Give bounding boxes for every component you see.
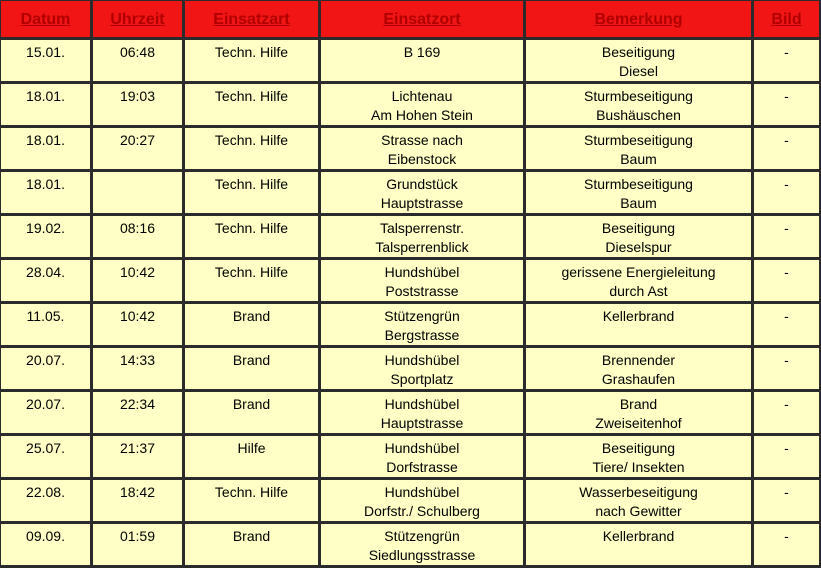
cell-datum: 19.02. [1,216,93,260]
cell-datum: 09.09. [1,524,93,568]
header-bild [754,1,821,40]
cell-bemerkung [526,40,754,84]
ort-line-1: Hundshübel [384,440,460,456]
bemerkung-line-1: Beseitigung [601,440,676,456]
cell-datum: 20.07. [1,348,93,392]
cell-bemerkung [526,260,754,304]
cell-bild: - [754,40,821,84]
bemerkung-line-1: Brand [619,396,658,412]
header-einsatzort [321,1,526,40]
table-row [1,84,821,128]
cell-einsatzart: Brand [185,392,321,436]
cell-datum: 18.01. [1,172,93,216]
cell-einsatzart: Techn. Hilfe [185,40,321,84]
cell-uhrzeit: 08:16 [93,216,185,260]
cell-datum: 22.08. [1,480,93,524]
cell-bemerkung [526,348,754,392]
header-bemerkung [526,1,754,40]
cell-uhrzeit: 06:48 [93,40,185,84]
cell-einsatzort [321,216,526,260]
cell-einsatzort [321,480,526,524]
cell-einsatzart: Techn. Hilfe [185,480,321,524]
ort-line-2: Hauptstrasse [380,195,464,211]
cell-uhrzeit [93,172,185,216]
bemerkung-line-2: Dieselspur [605,239,672,255]
ort-line-2: Hauptstrasse [380,415,464,431]
cell-bild: - [754,436,821,480]
cell-einsatzort [321,524,526,568]
cell-einsatzart: Techn. Hilfe [185,84,321,128]
header-einsatzart [185,1,321,40]
cell-einsatzort [321,40,526,84]
ort-line-1: Hundshübel [384,484,460,500]
sort-link-bemerkung[interactable]: Bemerkung [594,10,683,28]
bemerkung-line-1: Kellerbrand [602,308,675,324]
cell-einsatzort [321,84,526,128]
bemerkung-line-1: Beseitigung [601,44,676,60]
cell-einsatzart: Brand [185,304,321,348]
ort-line-2: Dorfstr./ Schulberg [364,503,480,519]
table-row [1,128,821,172]
table-row [1,524,821,568]
cell-einsatzart: Techn. Hilfe [185,260,321,304]
ort-line-2: Poststrasse [385,283,459,299]
ort-line-2: Sportplatz [390,371,454,387]
table-row [1,172,821,216]
cell-bild: - [754,260,821,304]
cell-bemerkung [526,216,754,260]
ort-line-1: Lichtenau [391,88,453,104]
table-row [1,480,821,524]
cell-bild: - [754,128,821,172]
cell-bild: - [754,84,821,128]
cell-uhrzeit: 18:42 [93,480,185,524]
cell-bemerkung [526,84,754,128]
cell-uhrzeit: 21:37 [93,436,185,480]
cell-datum: 25.07. [1,436,93,480]
bemerkung-line-1: Beseitigung [601,220,676,236]
sort-link-datum[interactable]: Datum [20,10,71,28]
bemerkung-line-1: Brennender [601,352,676,368]
ort-line-1: Hundshübel [384,352,460,368]
ort-line-2: Bergstrasse [384,327,460,343]
sort-link-uhrzeit[interactable]: Uhrzeit [110,10,165,28]
ort-line-2: Talsperrenblick [375,239,469,255]
cell-bemerkung [526,480,754,524]
sort-link-einsatzort[interactable]: Einsatzort [383,10,461,28]
cell-bild: - [754,480,821,524]
cell-uhrzeit: 10:42 [93,304,185,348]
table-row [1,40,821,84]
cell-bemerkung [526,172,754,216]
cell-einsatzart: Brand [185,348,321,392]
bemerkung-line-1: Sturmbeseitigung [584,176,693,192]
ort-line-1: Stützengrün [384,308,460,324]
sort-link-einsatzart[interactable]: Einsatzart [213,10,290,28]
table-row [1,260,821,304]
cell-einsatzart: Techn. Hilfe [185,128,321,172]
cell-einsatzort [321,304,526,348]
cell-datum: 11.05. [1,304,93,348]
cell-einsatzart: Brand [185,524,321,568]
cell-datum: 18.01. [1,84,93,128]
cell-uhrzeit: 01:59 [93,524,185,568]
header-uhrzeit [93,1,185,40]
bemerkung-line-1: gerissene Energieleitung [561,264,716,280]
bemerkung-line-1: Sturmbeseitigung [584,88,693,104]
cell-bild: - [754,304,821,348]
cell-datum: 15.01. [1,40,93,84]
ort-line-1: B 169 [403,44,441,60]
bemerkung-line-1: Wasserbeseitigung [579,484,698,500]
cell-einsatzort [321,172,526,216]
cell-bemerkung [526,304,754,348]
header-datum [1,1,93,40]
bemerkung-line-2: Zweiseitenhof [595,415,682,431]
ort-line-1: Talsperrenstr. [379,220,465,236]
ort-line-2: Dorfstrasse [386,459,458,475]
table-row [1,216,821,260]
ort-line-2: Am Hohen Stein [371,107,473,123]
cell-einsatzart: Techn. Hilfe [185,216,321,260]
cell-datum: 20.07. [1,392,93,436]
cell-bemerkung [526,128,754,172]
bemerkung-line-1: Kellerbrand [602,528,675,544]
ort-line-1: Grundstück [386,176,458,192]
header-row [1,1,821,40]
sort-link-bild[interactable]: Bild [771,10,802,28]
cell-einsatzort [321,436,526,480]
cell-bild: - [754,216,821,260]
cell-datum: 18.01. [1,128,93,172]
cell-bild: - [754,172,821,216]
ort-line-1: Strasse nach [381,132,463,148]
ort-line-2: Siedlungsstrasse [368,547,476,563]
cell-einsatzort [321,392,526,436]
cell-uhrzeit: 14:33 [93,348,185,392]
cell-bemerkung [526,436,754,480]
cell-datum: 28.04. [1,260,93,304]
cell-einsatzort [321,260,526,304]
table-row [1,348,821,392]
ort-line-2: Eibenstock [387,151,457,167]
ort-line-1: Hundshübel [384,264,460,280]
bemerkung-line-2: Tiere/ Insekten [592,459,685,475]
cell-einsatzort [321,348,526,392]
bemerkung-line-2: durch Ast [609,283,668,299]
cell-uhrzeit: 10:42 [93,260,185,304]
cell-bild: - [754,524,821,568]
table-row [1,392,821,436]
cell-bild: - [754,392,821,436]
bemerkung-line-1: Sturmbeseitigung [584,132,693,148]
table-row [1,436,821,480]
cell-uhrzeit: 20:27 [93,128,185,172]
ort-line-1: Hundshübel [384,396,460,412]
cell-einsatzart: Hilfe [185,436,321,480]
ort-line-1: Stützengrün [384,528,460,544]
cell-einsatzart: Techn. Hilfe [185,172,321,216]
bemerkung-line-2: Diesel [619,63,658,79]
cell-einsatzort [321,128,526,172]
table-row [1,304,821,348]
cell-bemerkung [526,392,754,436]
cell-bemerkung [526,524,754,568]
bemerkung-line-2: Baum [620,151,657,167]
bemerkung-line-2: nach Gewitter [595,503,682,519]
bemerkung-line-2: Bushäuschen [596,107,681,123]
cell-uhrzeit: 19:03 [93,84,185,128]
cell-uhrzeit: 22:34 [93,392,185,436]
bemerkung-line-2: Baum [620,195,657,211]
bemerkung-line-2: Grashaufen [601,371,676,387]
cell-bild: - [754,348,821,392]
